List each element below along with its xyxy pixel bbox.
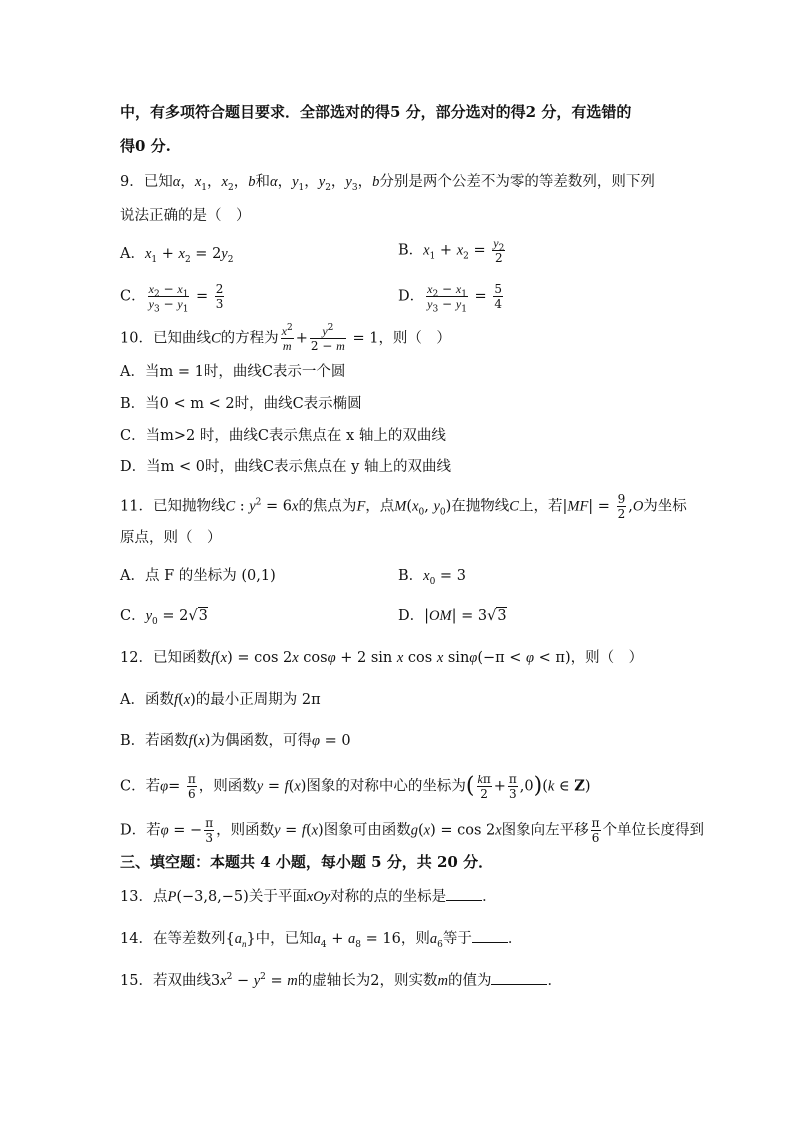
q12-stem: 12．已知函数f(x) = cos 2x cosφ + 2 sin x cos x sinφ(−π < φ < π)，则（ ） (120, 650, 644, 666)
q13-answer-blank[interactable] (446, 900, 482, 901)
q11-option-a: A．点 F 的坐标为 (0,1) (120, 568, 276, 584)
q11-option-b: B．$x_0 = 3$ (398, 568, 466, 587)
q15-answer-blank[interactable] (491, 984, 547, 985)
q11-option-c: C．$y_0 = 2√3$ (120, 608, 208, 627)
q14-answer-blank[interactable] (472, 942, 508, 943)
q10-option-b: B．当0 < m < 2时，曲线C表示椭圆 (120, 396, 362, 412)
q12-option-a: A．函数f(x)的最小正周期为 2π (120, 692, 321, 708)
q9-stem-line2: 说法正确的是（ ） (120, 208, 251, 224)
q9-option-b: B．$x_1 + x_2$ = $\frac{y_2}{2}$ (398, 236, 505, 265)
q10-option-c: C．当m>2 时，曲线C表示焦点在 x 轴上的双曲线 (120, 428, 446, 444)
q9-stem-prefix: 9．已知 (120, 174, 173, 190)
q11-stem-line2: 原点，则（ ） (120, 530, 222, 546)
section-intro-line2: 得0 分. (120, 137, 171, 155)
section-intro-line1: 中，有多项符合题目要求．全部选对的得5 分，部分选对的得2 分，有选错的 (120, 103, 632, 121)
q12-option-b: B．若函数f(x)为偶函数，可得φ = 0 (120, 733, 351, 749)
q12-option-c: C．若φ= $\frac{\pi}{6}$ ，则函数y = f(x)图象的对称中心的坐标为( $\frac{k\pi}{2}$ + $\frac{\pi}{3}$ ,0)(k ∈ Z) (120, 772, 591, 801)
q15: 15．若双曲线$3x^2 - y^2 = m$的虚轴长为2，则实数m的值为 ． (120, 972, 562, 989)
q11-option-d: D．|OM| = 3√3 (398, 608, 507, 624)
q10-option-d: D．当m < 0时，曲线C表示焦点在 y 轴上的双曲线 (120, 459, 451, 475)
q9-option-c: C． $\frac{x_2 - x_1}{y_3 - y_1}$ = $\frac{2}{3}$ (120, 282, 224, 315)
q11-stem: 11．已知抛物线C : $y^2 = 6x$的焦点为F，点$M(x_0$, $y_0$)在抛物线C上，若|MF| = $\frac{9}{2}$ ,O为坐标 (120, 492, 687, 521)
q9-option-a: A．$x_1 + x_2 = 2y_2$ (120, 246, 234, 265)
q10-stem: 10．已知曲线C的方程为 $\frac{x^2}{m}$ + $\frac{y^2}{2 - m}$ = 1，则（ ） (120, 323, 451, 353)
q14: 14．在等差数列$\{a_n\}$中，已知$a_4 + a_8 = 16$，则$a_6$等于 ． (120, 931, 523, 950)
section-3-title: 三、填空题：本题共 4 小题，每小题 5 分，共 20 分． (120, 853, 494, 871)
q9-stem-suffix: 分别是两个公差不为零的等差数列，则下列 (379, 174, 655, 190)
q12-option-d: D．若φ = − $\frac{\pi}{3}$ ，则函数y = f(x)图象可由函数g(x) = cos 2x图象向左平移 $\frac{\pi}{6}$ 个单位长度得到 (120, 816, 705, 845)
q9-stem: 9．已知α，$x_1$，$x_2$，b和α，$y_1$，$y_2$，$y_3$，b分别是两个公差不为零的等差数列，则下列 (120, 174, 655, 193)
q9-option-d: D． $\frac{x_2 - x_1}{y_3 - y_1}$ = $\frac{5}{4}$ (398, 282, 502, 315)
q13: 13．点P(−3,8,−5)关于平面xOy对称的点的坐标是 ． (120, 889, 497, 905)
q10-option-a: A．当m = 1时，曲线C表示一个圆 (120, 364, 346, 380)
